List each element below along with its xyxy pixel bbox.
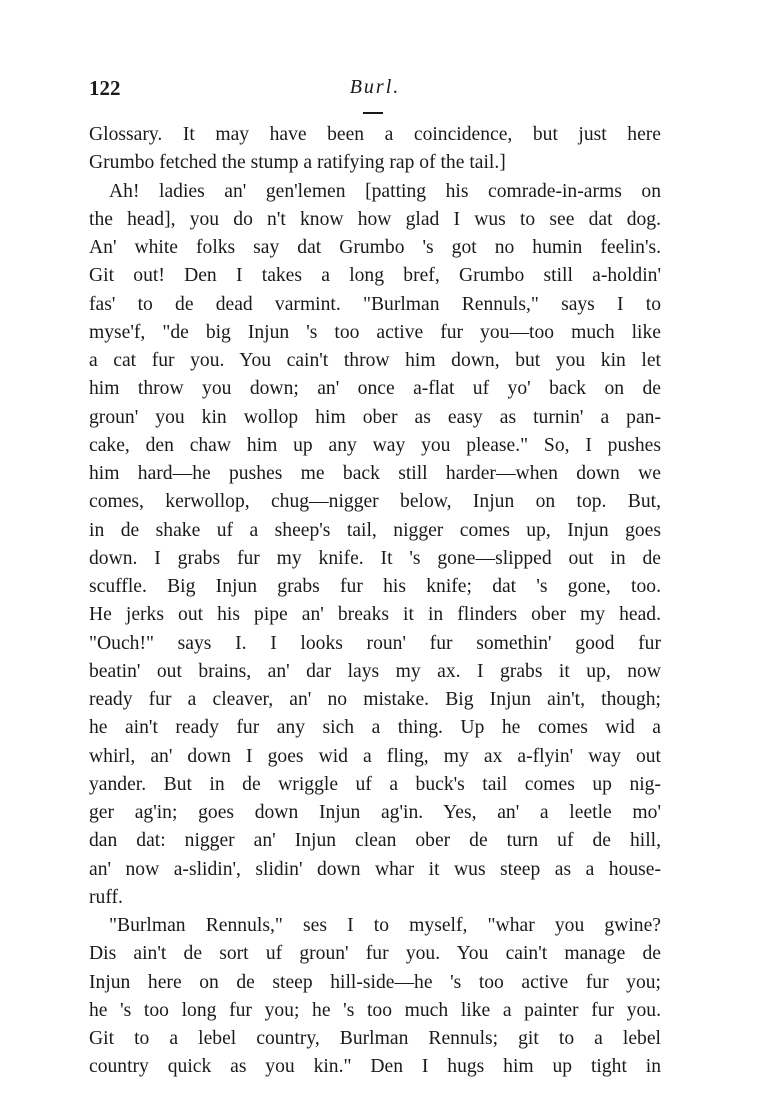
- text-line: ruff.: [89, 886, 123, 908]
- text-line: country quick as you kin." Den I hugs him up tight in: [89, 1056, 661, 1078]
- text-line: myse'f, "de big Injun 's too active fur you—too much like: [89, 321, 661, 343]
- text-line: Grumbo fetched the stump a ratifying rap of the tail.]: [89, 152, 506, 174]
- running-title: Burl.: [349, 76, 401, 98]
- text-line: dan dat: nigger an' Injun clean ober de turn uf de hill,: [89, 830, 661, 852]
- page-number: 122: [89, 76, 121, 100]
- text-line: an' now a-slidin', slidin' down whar it wus steep as a house-: [89, 858, 661, 880]
- text-line: Injun here on de steep hill-side—he 's too active fur you;: [89, 971, 661, 993]
- body-text: [89, 121, 661, 1082]
- paragraph: [89, 121, 661, 178]
- text-line: the head], you do n't know how glad I wus to see dat dog.: [89, 208, 661, 230]
- text-line: in de shake uf a sheep's tail, nigger comes up, Injun goes: [89, 519, 661, 541]
- text-line: groun' you kin wollop him ober as easy as turnin' a pan-: [89, 406, 661, 428]
- text-line: beatin' out brains, an' dar lays my ax. I grabs it up, now: [89, 660, 661, 682]
- text-line: He jerks out his pipe an' breaks it in flinders ober my head.: [89, 604, 661, 626]
- text-line: ger ag'in; goes down Injun ag'in. Yes, an' a leetle mo': [89, 802, 661, 823]
- text-line: "Burlman Rennuls," ses I to myself, "whar you gwine?: [109, 915, 661, 936]
- text-line: Dis ain't de sort uf groun' fur you. You cain't manage de: [89, 943, 661, 965]
- text-line: whirl, an' down I goes wid a fling, my ax a-flyin' way out: [89, 745, 661, 767]
- text-line: comes, kerwollop, chug—nigger below, Injun on top. But,: [89, 491, 661, 513]
- text-line: yander. But in de wriggle uf a buck's tail comes up nig-: [89, 773, 661, 795]
- text-line: cake, den chaw him up any way you please." So, I pushes: [89, 434, 661, 456]
- text-line: him throw you down; an' once a-flat uf yo' back on de: [89, 378, 661, 400]
- text-line: him hard—he pushes me back still harder—when down we: [89, 463, 661, 484]
- text-line: fas' to de dead varmint. "Burlman Rennuls," says I to: [89, 293, 661, 315]
- text-line: down. I grabs fur my knife. It 's gone—slipped out in de: [89, 547, 661, 569]
- paragraph: [89, 178, 661, 913]
- text-line: ready fur a cleaver, an' no mistake. Big Injun ain't, though;: [89, 689, 661, 710]
- text-line: he ain't ready fur any sich a thing. Up he comes wid a: [89, 717, 661, 739]
- title-rule: [363, 112, 383, 114]
- running-head: [89, 72, 661, 118]
- text-line: scuffle. Big Injun grabs fur his knife; dat 's gone, too.: [89, 576, 661, 597]
- paragraph: [89, 912, 661, 1082]
- text-line: Glossary. It may have been a coincidence, but just here: [89, 124, 661, 145]
- text-line: An' white folks say dat Grumbo 's got no humin feelin's.: [89, 237, 661, 258]
- text-line: Git to a lebel country, Burlman Rennuls; git to a lebel: [89, 1028, 661, 1049]
- text-line: "Ouch!" says I. I looks roun' fur somethin' good fur: [89, 632, 661, 654]
- text-line: he 's too long fur you; he 's too much like a painter fur you.: [89, 999, 661, 1021]
- text-line: a cat fur you. You cain't throw him down, but you kin let: [89, 350, 661, 371]
- book-page: [89, 72, 661, 1082]
- text-line: Git out! Den I takes a long bref, Grumbo still a-holdin': [89, 265, 661, 287]
- text-line: Ah! ladies an' gen'lemen [patting his comrade-in-arms on: [109, 180, 661, 202]
